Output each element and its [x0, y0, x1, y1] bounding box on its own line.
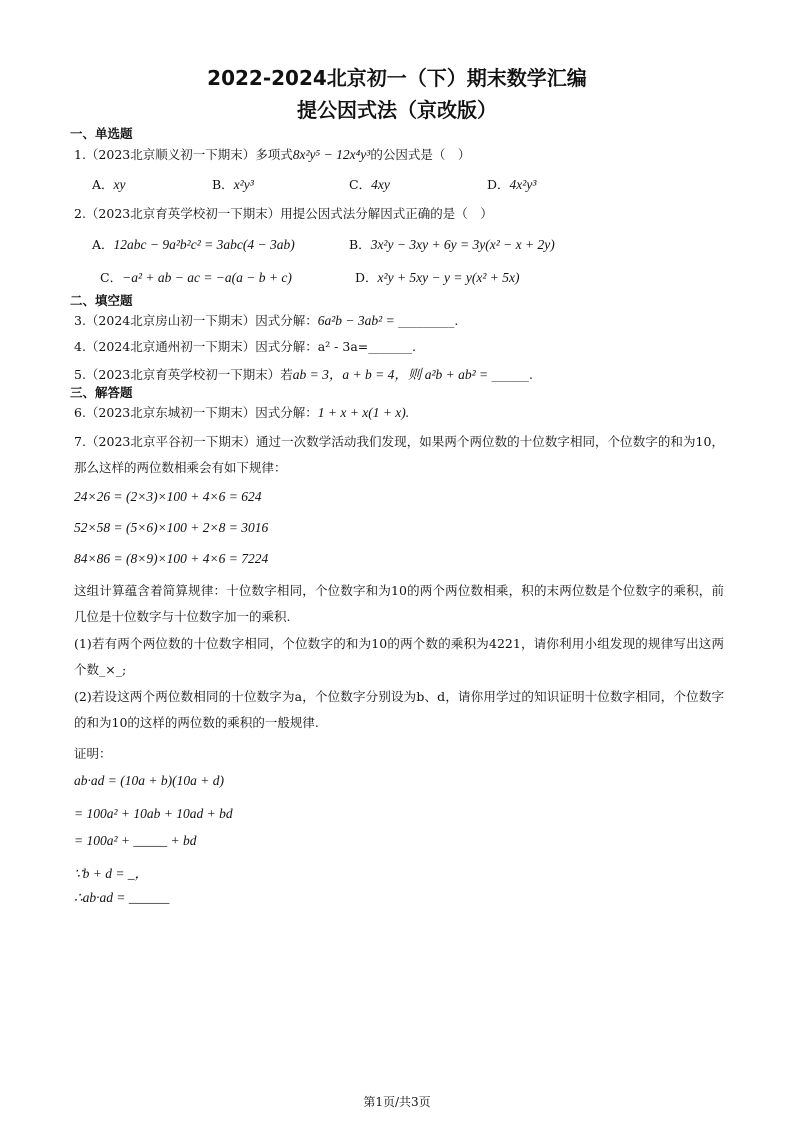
question-5 [74, 363, 533, 383]
question-3-expression: 6a²b − 3ab² = [317, 313, 399, 328]
document-title-line2: 提公因式法（京改版） [297, 98, 497, 122]
section-heading-fill-blank: 二、填空题 [70, 293, 133, 308]
question-2-option-c[interactable] [100, 268, 292, 286]
question-7-intro: 7.（2023北京平谷初一下期末）通过一次数学活动我们发现，如果两个两位数的十位数字相同，个位数字的和为10，那么这样的两位数相乘会有如下规律： [74, 434, 724, 475]
option-label: D． [487, 177, 510, 192]
question-7-example-2: 52×58 = (5×6)×100 + 2×8 = 3016 [74, 520, 269, 535]
question-7-part-2: (2)若设这两个两位数相同的十位数字为a，个位数字分别设为b、d，请你用学过的知识证明十位数字相同，个位数字的和为10的这样的两位数的乘积的一般规律. [74, 689, 724, 730]
question-5-blank[interactable]: ______. [491, 367, 534, 382]
question-1-option-a[interactable] [92, 175, 126, 193]
option-value: 12abc − 9a²b²c² = 3abc(4 − 3ab) [113, 237, 295, 252]
question-1-option-d[interactable] [487, 175, 536, 193]
question-1-tail: 的公因式是（ ） [370, 147, 471, 162]
question-6-stem: 6.（2023北京东城初一下期末）因式分解： [74, 405, 318, 420]
document-title-line1: 2022-2024北京初一（下）期末数学汇编 [207, 66, 587, 90]
question-5-stem: 5.（2023北京育英学校初一下期末）若 [74, 367, 293, 382]
page-number: 第1页/共3页 [363, 1095, 431, 1109]
option-label: C． [100, 270, 123, 285]
question-7-example-1: 24×26 = (2×3)×100 + 4×6 = 624 [74, 489, 262, 504]
question-7-example-3: 84×86 = (8×9)×100 + 4×6 = 7224 [74, 551, 269, 566]
option-label: A． [92, 237, 114, 252]
question-2-option-d[interactable] [355, 268, 520, 286]
option-label: A． [92, 177, 114, 192]
option-label: B． [349, 237, 371, 252]
question-7-part-1: (1)若有两个两位数的十位数字相同，个位数字的和为10的两个数的乘积为4221，请你利用小组发现的规律写出这两个数_×_; [74, 636, 724, 677]
question-2-option-a[interactable] [92, 235, 295, 253]
question-3-stem: 3.（2024北京房山初一下期末）因式分解： [74, 313, 318, 328]
question-7-proof-label: 证明： [74, 746, 112, 761]
option-value: −a² + ab − ac = −a(a − b + c) [122, 270, 292, 285]
question-1-option-b[interactable] [212, 175, 254, 193]
question-2: 2.（2023北京育英学校初一下期末）用提公因式法分解因式正确的是（ ） [74, 206, 493, 221]
section-heading-solution: 三、解答题 [70, 385, 133, 400]
proof-step-2: = 100a² + 10ab + 10ad + bd [74, 806, 233, 821]
option-label: B． [212, 177, 234, 192]
section-heading-single-choice: 一、单选题 [70, 126, 133, 141]
question-5-expression: ab = 3，a + b = 4，则 a²b + ab² = [292, 367, 492, 382]
question-6-expression: 1 + x + x(1 + x). [317, 405, 410, 420]
option-value: 4xy [371, 177, 390, 192]
option-label: C． [349, 177, 372, 192]
question-1-stem: 1.（2023北京顺义初一下期末）多项式 [74, 147, 293, 162]
proof-step-5[interactable]: ∴ab·ad = ______ [74, 890, 170, 905]
option-value: xy [113, 177, 126, 192]
question-7-rule: 这组计算蕴含着简算规律：十位数字相同，个位数字和为10的两个两位数相乘，积的末两位数是个位数字的乘积，前几位是十位数字与十位数字加一的乘积. [74, 583, 724, 624]
question-6 [74, 403, 409, 421]
option-value: x²y³ [233, 177, 254, 192]
question-1 [74, 145, 470, 163]
question-2-option-b[interactable] [349, 235, 555, 253]
option-label: D． [355, 270, 378, 285]
option-value: 3x²y − 3xy + 6y = 3y(x² − x + 2y) [370, 237, 555, 252]
question-1-expression: 8x²y⁵ − 12x⁴y³ [292, 147, 371, 162]
proof-step-3[interactable]: = 100a² + _____ + bd [74, 833, 197, 848]
question-1-option-c[interactable] [349, 175, 390, 193]
proof-step-4[interactable]: ∵b + d = _， [74, 866, 149, 881]
option-value: 4x²y³ [509, 177, 537, 192]
question-3-blank[interactable]: _________. [398, 313, 459, 328]
question-4: 4.（2024北京通州初一下期末）因式分解：a² - 3a=_______. [74, 339, 416, 354]
proof-step-1: ab·ad = (10a + b)(10a + d) [74, 773, 224, 788]
option-value: x²y + 5xy − y = y(x² + 5x) [377, 270, 520, 285]
question-3 [74, 311, 458, 329]
